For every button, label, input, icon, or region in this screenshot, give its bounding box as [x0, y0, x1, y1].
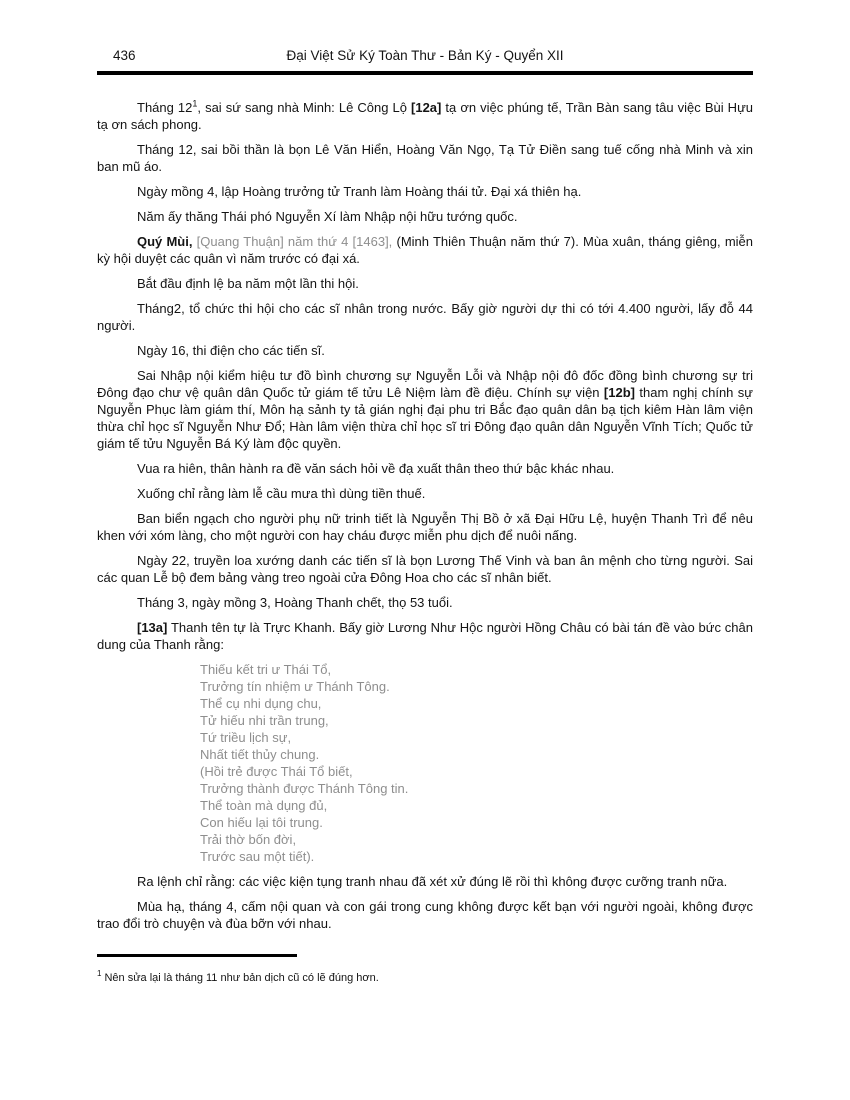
text-run: (Minh Thiên Thuận năm thứ 7). Mùa xuân, tháng giêng, miễn kỳ hội duyệt các quân vì năm trước có đại xá.: [97, 234, 757, 266]
paragraph: [97, 594, 753, 611]
folio-marker: [13a]: [137, 620, 168, 635]
poem-line: Con hiếu lại tôi trung.: [200, 815, 323, 830]
paragraph: [97, 460, 753, 477]
text-run: Tháng 12, sai bồi thần là bọn Lê Văn Hiển, Hoàng Văn Ngọ, Tạ Tử Điền sang tuế cống nhà Minh và xin ban mũ áo.: [97, 142, 757, 174]
text-run: Ban biển ngạch cho người phụ nữ trinh tiết là Nguyễn Thị Bồ ở xã Đại Hữu Lệ, huyện Thanh Trì để nêu khen với xóm làng, cho một người con hay cháu được miễn phu dịch để nuôi nấng.: [97, 511, 757, 543]
poem-line: Thiếu kết tri ư Thái Tổ,: [200, 662, 332, 677]
text-run: Tháng2, tổ chức thi hội cho các sĩ nhân trong nước. Bấy giờ người dự thi có tới 4.400 người, lấy đỗ 44 người.: [97, 301, 757, 333]
text-run: Xuống chỉ rằng làm lễ cầu mưa thì dùng tiền thuế.: [137, 486, 426, 501]
text-run: Thanh tên tự là Trực Khanh. Bấy giờ Lương Như Hộc người Hồng Châu có bài tán đề vào bức chân dung của Thanh rằng:: [97, 620, 757, 652]
running-header: [97, 46, 753, 66]
text-run: Vua ra hiên, thân hành ra đề văn sách hỏi về đạ xuất thân theo thứ bậc khác nhau.: [137, 461, 615, 476]
paragraph: [97, 619, 757, 653]
paragraph: [97, 510, 757, 544]
text-run: Quý Mùi,: [137, 234, 197, 249]
text-run: Ra lệnh chỉ rằng: các việc kiện tụng tranh nhau đã xét xử đúng lẽ rồi thì không được cưỡng tranh nữa.: [137, 874, 728, 889]
paragraph: [97, 342, 753, 359]
text-run: Ngày 22, truyền loa xướng danh các tiến sĩ là bọn Lương Thế Vinh và ban ân mệnh cho từng người. Sai các quan Lễ bộ đem bảng vàng treo ngoài cửa Đông Hoa cho các sĩ nhân biết.: [97, 553, 757, 585]
paragraph: [97, 183, 753, 200]
paragraph: [97, 485, 753, 502]
paragraph: [97, 233, 757, 267]
footnote-rule: [97, 954, 297, 957]
folio-marker: [12a]: [411, 100, 442, 115]
running-title: Đại Việt Sử Ký Toàn Thư - Bản Ký - Quyển XII: [286, 48, 564, 63]
text-run: Mùa hạ, tháng 4, cấm nội quan và con gái trong cung không được kết bạn với người ngoài, không được trao đổi trò chuyện và đùa bỡn với nhau.: [97, 899, 757, 931]
poem-line: (Hồi trẻ được Thái Tổ biết,: [200, 764, 353, 779]
header-rule: [97, 71, 753, 75]
text-run: tham nghị chính sự Nguyễn Phục làm giám thí, Môn hạ sảnh ty tả gián nghị đại phu tri Bắc đạo quân dân bạ tịch kiêm Hàn lâm viện thừa chỉ học sĩ Nguyễn Như Đổ; Hàn lâm viện thừa chỉ học sĩ tri Đông đạo quân dân Nguyễn Vĩnh Tích; Quốc tử giám tế tửu Nguyễn Bá Ký làm độc quyền.: [97, 385, 757, 451]
paragraph: [97, 552, 757, 586]
poem-line: Thể cụ nhi dụng chu,: [200, 696, 322, 711]
poem-line: Trước sau một tiết).: [200, 849, 315, 864]
paragraph: [97, 873, 753, 890]
footnote-body: Nên sửa lại là tháng 11 như bản dịch cũ có lẽ đúng hơn.: [104, 972, 379, 984]
text-run: Sai Nhập nội kiểm hiệu tư đồ bình chương sự Nguyễn Lỗi và Nhập nội đô đốc đồng bình chương sự tri Đông đạo chư vệ quân dân Quốc tử giám tế tửu Lê Niệm làm đề điệu. Chính sự viện: [97, 368, 757, 400]
text-run: Bắt đầu định lệ ba năm một lần thi hội.: [137, 276, 359, 291]
paragraph: [97, 300, 757, 334]
paragraph: [97, 98, 757, 133]
poem-line: Trưởng thành được Thánh Tông tin.: [200, 781, 409, 796]
text-run: Năm ấy thăng Thái phó Nguyễn Xí làm Nhập nội hữu tướng quốc.: [137, 209, 518, 224]
poem-line: Nhất tiết thủy chung.: [200, 747, 320, 762]
text-run: Ngày 16, thi điện cho các tiến sĩ.: [137, 343, 325, 358]
footnote: [97, 971, 753, 985]
poem-line: Thể toàn mà dụng đủ,: [200, 798, 328, 813]
text-run: , sai sứ sang nhà Minh: Lê Công Lộ: [197, 100, 412, 115]
poem-line: Tứ triều lịch sự,: [200, 730, 292, 745]
document-body: [97, 98, 757, 932]
era-name: [Quang Thuận] năm thứ 4 [1463],: [196, 234, 397, 249]
paragraph: [97, 208, 753, 225]
paragraph: [97, 367, 757, 452]
text-run: tạ ơn việc phúng tế, Trần Bàn sang tâu việc Bùi Hựu tạ ơn sách phong.: [97, 100, 757, 132]
footnote-area: [97, 954, 753, 985]
footnote-marker: 1: [97, 969, 102, 979]
paragraph: [97, 898, 757, 932]
paragraph: [97, 275, 753, 292]
folio-marker: [12b]: [603, 385, 635, 400]
poem-line: Trải thờ bốn đời,: [200, 832, 297, 847]
footnote-ref: 1: [192, 98, 198, 109]
paragraph: [97, 141, 757, 175]
poem-line: Tử hiếu nhi trần trung,: [200, 713, 329, 728]
poem-line: Trưởng tín nhiệm ư Thánh Tông.: [200, 679, 390, 694]
poem: [200, 661, 753, 865]
page-number: 436: [113, 48, 136, 63]
text-run: Ngày mồng 4, lập Hoàng trưởng tử Tranh làm Hoàng thái tử. Đại xá thiên hạ.: [137, 184, 582, 199]
text-run: Tháng 3, ngày mồng 3, Hoàng Thanh chết, thọ 53 tuổi.: [137, 595, 453, 610]
text-run: Tháng 12: [137, 100, 193, 115]
